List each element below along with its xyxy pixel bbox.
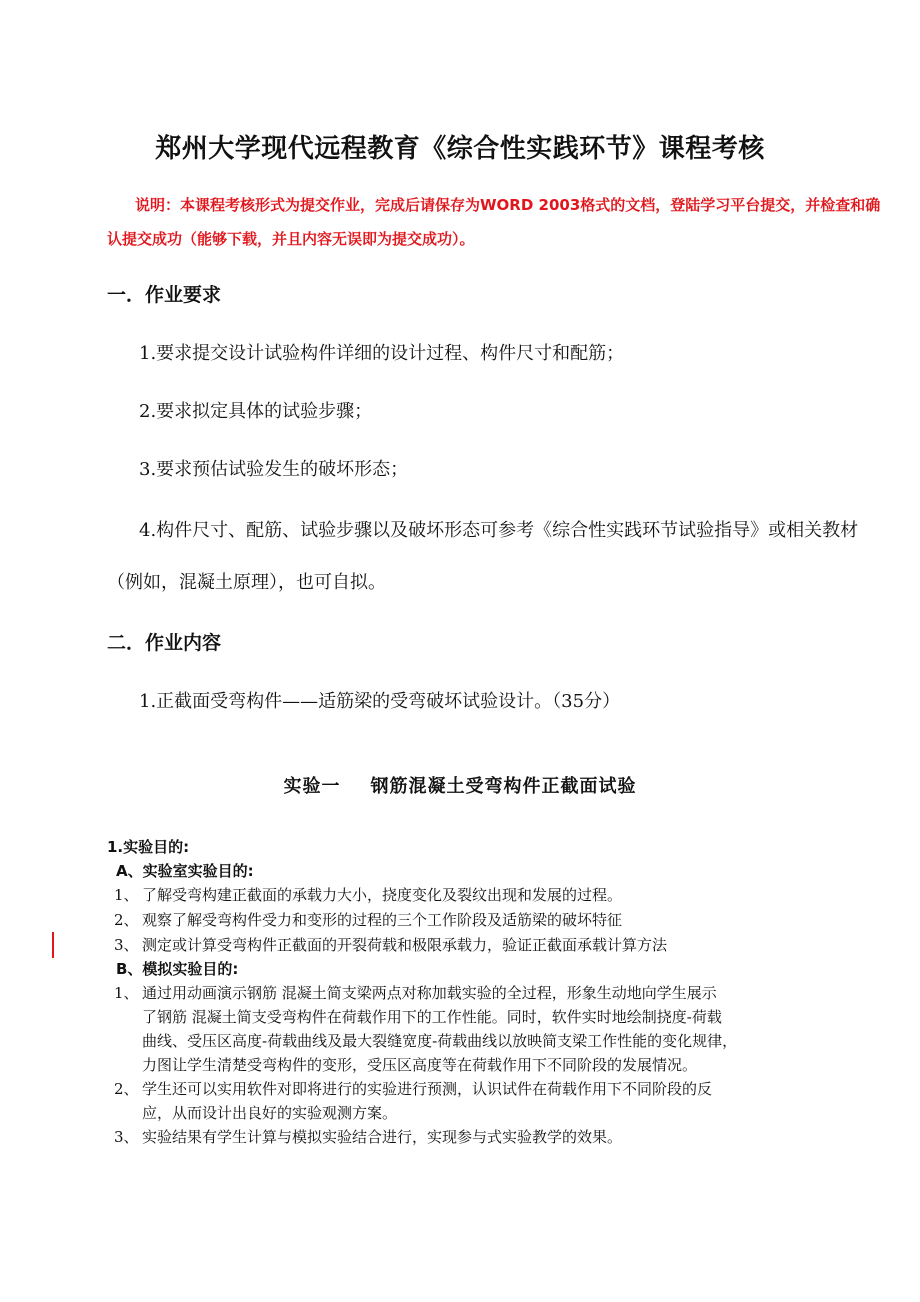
content-item-1 (107, 676, 867, 728)
requirement-text: 3.要求预估试验发生的破坏形态； (139, 459, 409, 480)
experiment-name: 钢筋混凝土受弯构件正截面试验 (370, 776, 637, 797)
item-text: 了解受弯构建正截面的承载力大小，挠度变化及裂纹出现和发展的过程。 (142, 886, 623, 904)
experiment-label: 实验一 (283, 776, 341, 797)
item-number: 2、 (114, 911, 139, 929)
lab-purpose-heading: A、实验室实验目的: (116, 862, 254, 880)
sim-item-3 (114, 1125, 864, 1149)
requirement-text: 2.要求拟定具体的试验步骤； (139, 401, 373, 422)
item-number: 2、 (114, 1080, 139, 1098)
sim-purpose-heading: B、模拟实验目的: (116, 960, 239, 978)
item-text: 实验结果有学生计算与模拟实验结合进行，实现参与式实验教学的效果。 (142, 1128, 623, 1146)
item-text: 通过用动画演示钢筋 混凝土简支梁两点对称加载实验的全过程，形象生动地向学生展示 (142, 984, 717, 1002)
item-text-continued: 力图让学生清楚受弯构件的变形，受压区高度等在荷载作用下不同阶段的发展情况。 (142, 1056, 698, 1074)
submission-note: 说明：本课程考核形式为提交作业，完成后请保存为WORD 2003格式的文档，登陆学习平台提交，并检查和确认提交成功（能够下载，并且内容无误即为提交成功）。 (107, 196, 881, 248)
requirement-item-2 (107, 386, 867, 438)
item-number: 3、 (114, 936, 139, 954)
lab-item-2 (114, 908, 864, 932)
requirement-item-4: 4.构件尺寸、配筋、试验步骤以及破坏形态可参考《综合性实践环节试验指导》或相关教材（例如，混凝土原理），也可自拟。 (107, 520, 859, 593)
requirement-item-1 (107, 328, 867, 380)
item-text-continued: 了钢筋 混凝土简支受弯构件在荷载作用下的工作性能。同时，软件实时地绘制挠度-荷载 (142, 1008, 722, 1026)
purpose-heading: 1.实验目的: (107, 838, 190, 856)
item-number: 3、 (114, 1128, 139, 1146)
item-text-continued: 应，从而设计出良好的实验观测方案。 (142, 1104, 398, 1122)
requirement-text: 1.要求提交设计试验构件详细的设计过程、构件尺寸和配筋； (139, 343, 625, 364)
document-title: 郑州大学现代远程教育《综合性实践环节》课程考核 (155, 134, 765, 164)
sim-item-1 (114, 981, 864, 1077)
sim-item-2 (114, 1077, 864, 1125)
requirement-item-3 (107, 444, 867, 496)
item-text: 测定或计算受弯构件正截面的开裂荷载和极限承载力，验证正截面承载计算方法 (142, 936, 668, 954)
item-text: 学生还可以实用软件对即将进行的实验进行预测，认识试件在荷载作用下不同阶段的反 (142, 1080, 713, 1098)
item-text: 观察了解受弯构件受力和变形的过程的三个工作阶段及适筋梁的破坏特征 (142, 911, 623, 929)
text-cursor-mark (52, 932, 54, 958)
item-text-continued: 曲线、受压区高度-荷载曲线及最大裂缝宽度-荷载曲线以放映简支梁工作性能的变化规律， (142, 1032, 738, 1050)
experiment-title (0, 772, 920, 798)
content-text: 1.正截面受弯构件——适筋梁的受弯破坏试验设计。（35分） (139, 691, 621, 712)
section-heading-content: 二．作业内容 (107, 632, 222, 654)
item-number: 1、 (114, 886, 139, 904)
section-heading-requirements: 一．作业要求 (107, 284, 222, 306)
lab-item-3 (114, 933, 864, 957)
item-number: 1、 (114, 984, 139, 1002)
lab-item-1 (114, 883, 864, 907)
